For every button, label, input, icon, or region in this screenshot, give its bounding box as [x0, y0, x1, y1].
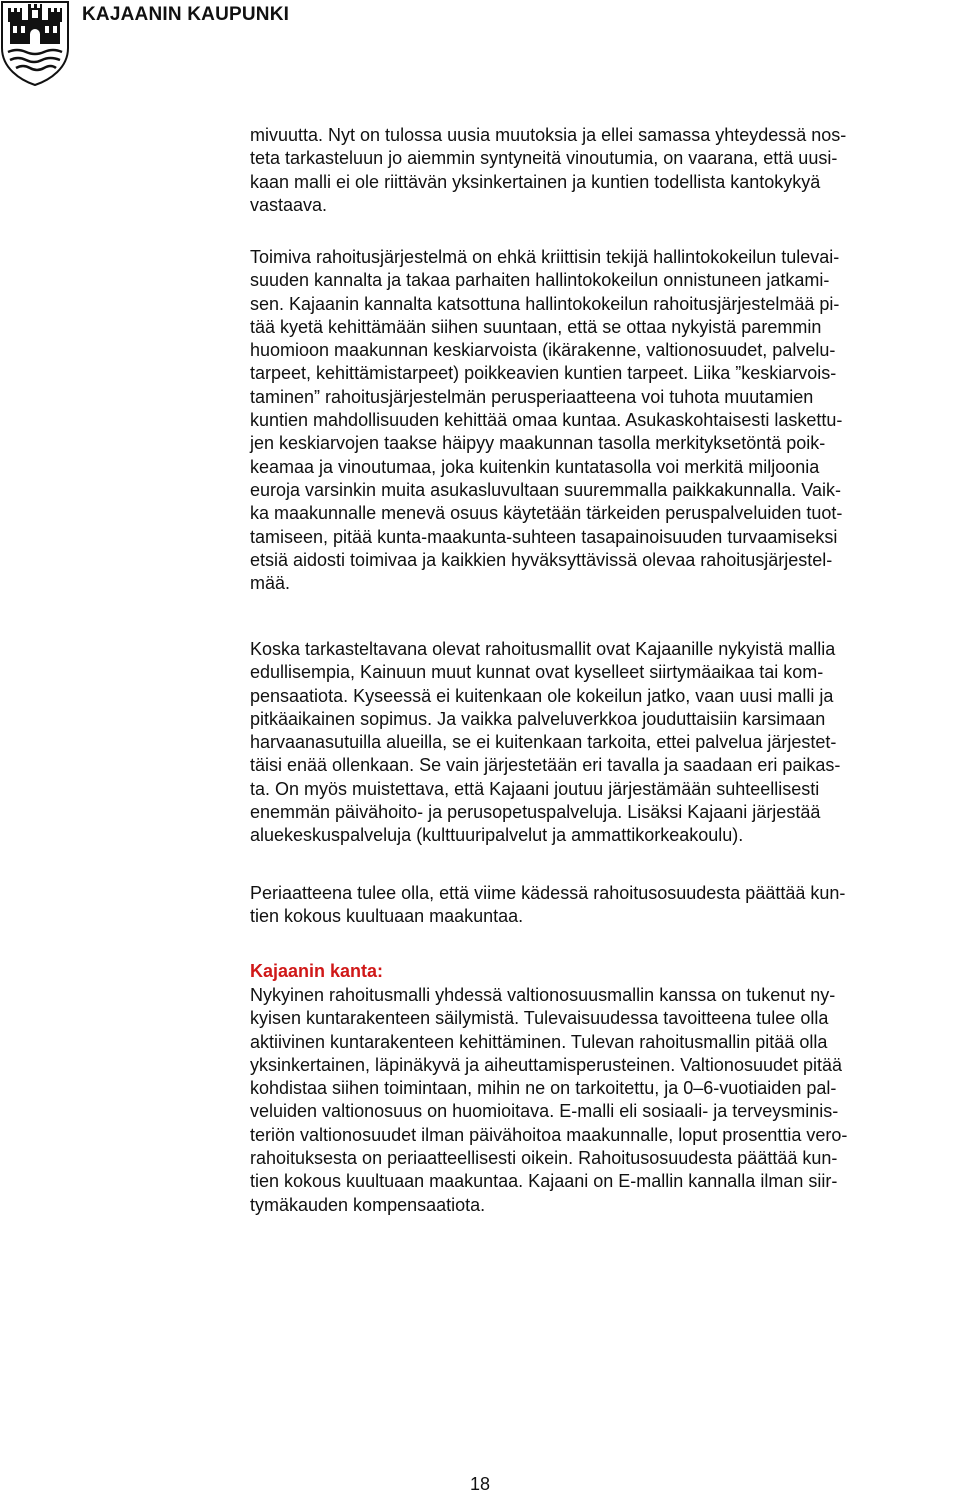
body-paragraph: mivuutta. Nyt on tulossa uusia muutoksia ja ellei samassa yhteydessä nos- teta tarkasteluun jo aiemmin syntyneitä vinoutumia, on vaarana, että uusi- kaan malli ei ole riittävän yksinkertainen ja kuntien todellista kantokykyä vastaava. [250, 125, 847, 215]
section-heading: Kajaanin kanta: [250, 961, 384, 981]
castle-crest-icon [0, 0, 70, 86]
body-paragraph: Periaatteena tulee olla, että viime kädessä rahoitusosuudesta päättää kun- tien kokous kuultuaan maakuntaa. [250, 883, 846, 927]
body-paragraph: Toimiva rahoitusjärjestelmä on ehkä kriittisin tekijä hallintokokeilun tulevai- suuden kannalta ja takaa parhaiten hallintokokeilun onnistuneen jatkami- sen. Kajaanin kannalta katsottuna hallintokokeilun rahoitusjärjestelmää pi- tää kyetä kehittämään siihen suuntaan, että se ottaa nykyistä paremmin huomioon maakunnan keskiarvoista (ikärakenne, valtionosuudet, palvelu- tarpeet, kehittämistarpeet) poikkeavien kuntien tarpeet. Liika ”keskiarvois- taminen” rahoitusjärjestelmän perusperiaatteena voi tuhota muutamien kuntien mahdollisuuden kehittää omaa kuntaa. Asukaskohtaisesti laskettu- jen keskiarvojen taakse häipyy maakunnan tasolla merkityksetöntä poik- keamaa ja vinoutumaa, joka kuitenkin kuntatasolla voi merkitä miljoonia euroja varsinkin muita asukasluvultaan suuremmalla paikkakunnalla. Vaik- ka maakunnalle menevä osuus käytetään tärkeiden peruspalveluiden tuot- tamiseen, pitää kunta-maakunta-suhteen tasapainoisuuden turvaamiseksi etsiä aidosti toimivaa ja kaikkien hyväksyttävissä olevaa rahoitusjärjestel- mää. [250, 247, 843, 594]
page-number: 18 [469, 1474, 491, 1494]
page-header [0, 0, 960, 90]
body-paragraph: Nykyinen rahoitusmalli yhdessä valtionosuusmallin kanssa on tukenut ny- kyisen kuntarakenteen säilymistä. Tulevaisuudessa tavoitteena tulee olla aktiivinen kuntarakenteen kehittäminen. Tulevan rahoitusmallin pitää olla yksinkertainen, läpinäkyvä ja aiheuttamisperusteinen. Valtionosuudet pitää kohdistaa siihen toimintaan, mihin ne on tarkoitettu, ja 0–6-vuotiaiden pal- veluiden valtionosuus on huomioitava. E-malli eli sosiaali- ja terveysminis- teriön valtionosuudet ilman päivähoitoa maakunnalle, loput prosenttia vero- rahoituksesta on periaatteellisesti oikein. Rahoitusosuudesta päättää kun- tien kokous kuultuaan maakuntaa. Kajaani on E-mallin kannalla ilman siir- tymäkauden kompensaatiota. [250, 985, 848, 1215]
body-paragraph: Koska tarkasteltavana olevat rahoitusmallit ovat Kajaanille nykyistä mallia edullisempia, Kainuun muut kunnat ovat kyselleet siirtymäaikaa tai kom- pensaatiota. Kyseessä ei kuitenkaan ole kokeilun jatko, vaan uusi malli ja pitkäaikainen sopimus. Ja vaikka palveluverkkoa jouduttaisiin karsimaan harvaanasutuilla alueilla, se ei kuitenkaan tarkoita, ettei palvelua järjestet- täisi enää ollenkaan. Se vain järjestetään eri tavalla ja saadaan eri paikas- ta. On myös muistettava, että Kajaani joutuu järjestämään suhteellisesti enemmän päivähoito- ja perusopetuspalveluja. Lisäksi Kajaani järjestää aluekeskuspalveluja (kulttuuripalvelut ja ammattikorkeakoulu). [250, 639, 841, 846]
organization-name: KAJAANIN KAUPUNKI [82, 4, 290, 25]
